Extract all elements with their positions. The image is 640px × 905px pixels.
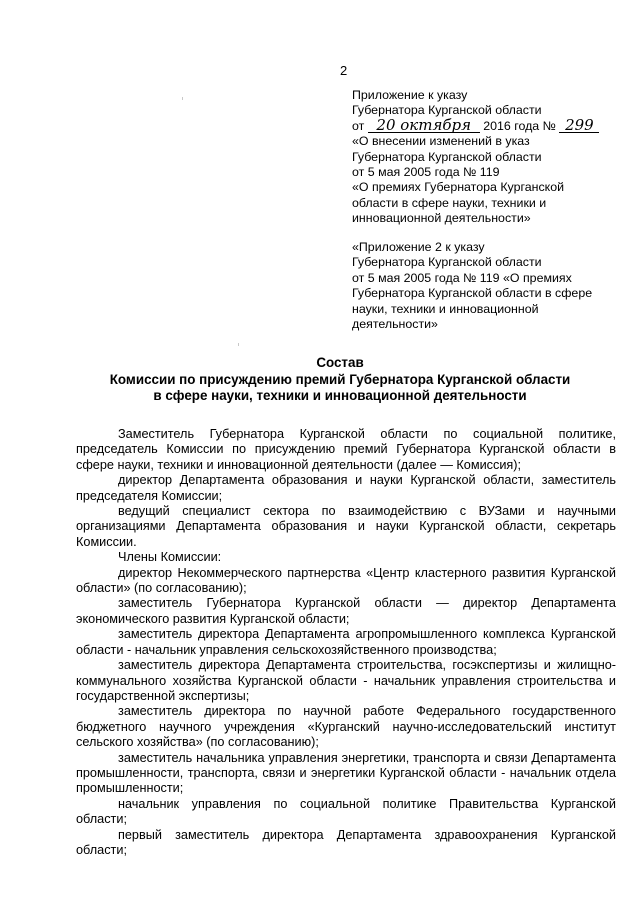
commission-member-list bbox=[76, 427, 616, 858]
member-paragraph: Заместитель Губернатора Курганской области по социальной политике, председатель Комиссии по присуждению премий Губернатора Курганской области в сфере науки, техники и инновационной деятельности (далее — Комиссия); bbox=[76, 427, 616, 472]
appendix-line: «О внесении изменений в указ bbox=[352, 134, 530, 149]
title-line: в сфере науки, техники и инновационной деятельности bbox=[153, 388, 527, 403]
scan-speck bbox=[182, 97, 183, 100]
appendix-line: Губернатора Курганской области bbox=[352, 149, 542, 164]
appendix-line: инновационной деятельности» bbox=[352, 211, 531, 226]
document-title bbox=[60, 355, 620, 405]
appendix-line: Приложение к указу bbox=[352, 88, 468, 102]
appendix-header bbox=[352, 88, 622, 227]
member-paragraph: директор Некоммерческого партнерства «Центр кластерного развития Курганской области» (по согласованию); bbox=[76, 565, 616, 596]
member-paragraph: заместитель директора Департамента агропромышленного комплекса Курганской области - начальник управления сельскохозяйственного производства; bbox=[76, 627, 616, 657]
member-paragraph: первый заместитель директора Департамента здравоохранения Курганской области; bbox=[76, 827, 616, 857]
handwritten-date: 20 октября bbox=[368, 119, 480, 133]
appendix-line: Губернатора Курганской области в сфере bbox=[352, 286, 593, 301]
appendix-line: науки, техники и инновационной bbox=[352, 301, 539, 316]
year-text: 2016 года № bbox=[483, 118, 556, 133]
members-heading: Члены Комиссии: bbox=[118, 550, 222, 565]
appendix-line: Губернатора Курганской области bbox=[352, 103, 542, 118]
appendix-line: Губернатора Курганской области bbox=[352, 255, 542, 270]
handwritten-number: 299 bbox=[559, 119, 599, 133]
appendix-date-line bbox=[352, 115, 622, 134]
appendix-line: области в сфере науки, техники и bbox=[352, 195, 547, 210]
appendix-line: «Приложение 2 к указу bbox=[352, 240, 485, 254]
member-paragraph: заместитель начальника управления энергетики, транспорта и связи Департамента промышленности, транспорта, связи и энергетики Курганской области - начальник отдела промышленности; bbox=[76, 750, 616, 796]
title-line: Комиссии по присуждению премий Губернатора Курганской области bbox=[109, 371, 571, 387]
appendix-line: от 5 мая 2005 года № 119 «О премиях bbox=[352, 270, 572, 285]
title-line: Состав bbox=[316, 355, 364, 370]
appendix-line: от 5 мая 2005 года № 119 bbox=[352, 165, 500, 180]
member-paragraph: заместитель Губернатора Курганской области — директор Департамента экономического развития Курганской области; bbox=[76, 596, 616, 626]
appendix-line: «О премиях Губернатора Курганской bbox=[352, 180, 565, 195]
appendix-line: деятельности» bbox=[352, 317, 438, 332]
appendix-2-header bbox=[352, 240, 622, 332]
member-paragraph: заместитель директора по научной работе Федерального государственного бюджетного научного учреждения «Курганский научно-исследовательский институт сельского хозяйства» (по согласованию); bbox=[76, 704, 616, 750]
date-prefix: от bbox=[352, 118, 365, 133]
member-paragraph: начальник управления по социальной политике Правительства Курганской области; bbox=[76, 796, 616, 827]
member-paragraph: заместитель директора Департамента строительства, госэкспертизы и жилищно-коммунального хозяйства Курганской области - начальник управления строительства и государственной экспертизы; bbox=[76, 658, 616, 703]
scan-speck bbox=[238, 343, 239, 346]
page-number: 2 bbox=[340, 63, 348, 78]
member-paragraph: ведущий специалист сектора по взаимодействию с ВУЗами и научными организациями Департамента образования и науки Курганской области, секретарь Комиссии. bbox=[76, 504, 616, 549]
member-paragraph: директор Департамента образования и науки Курганской области, заместитель председателя Комиссии; bbox=[76, 473, 616, 503]
